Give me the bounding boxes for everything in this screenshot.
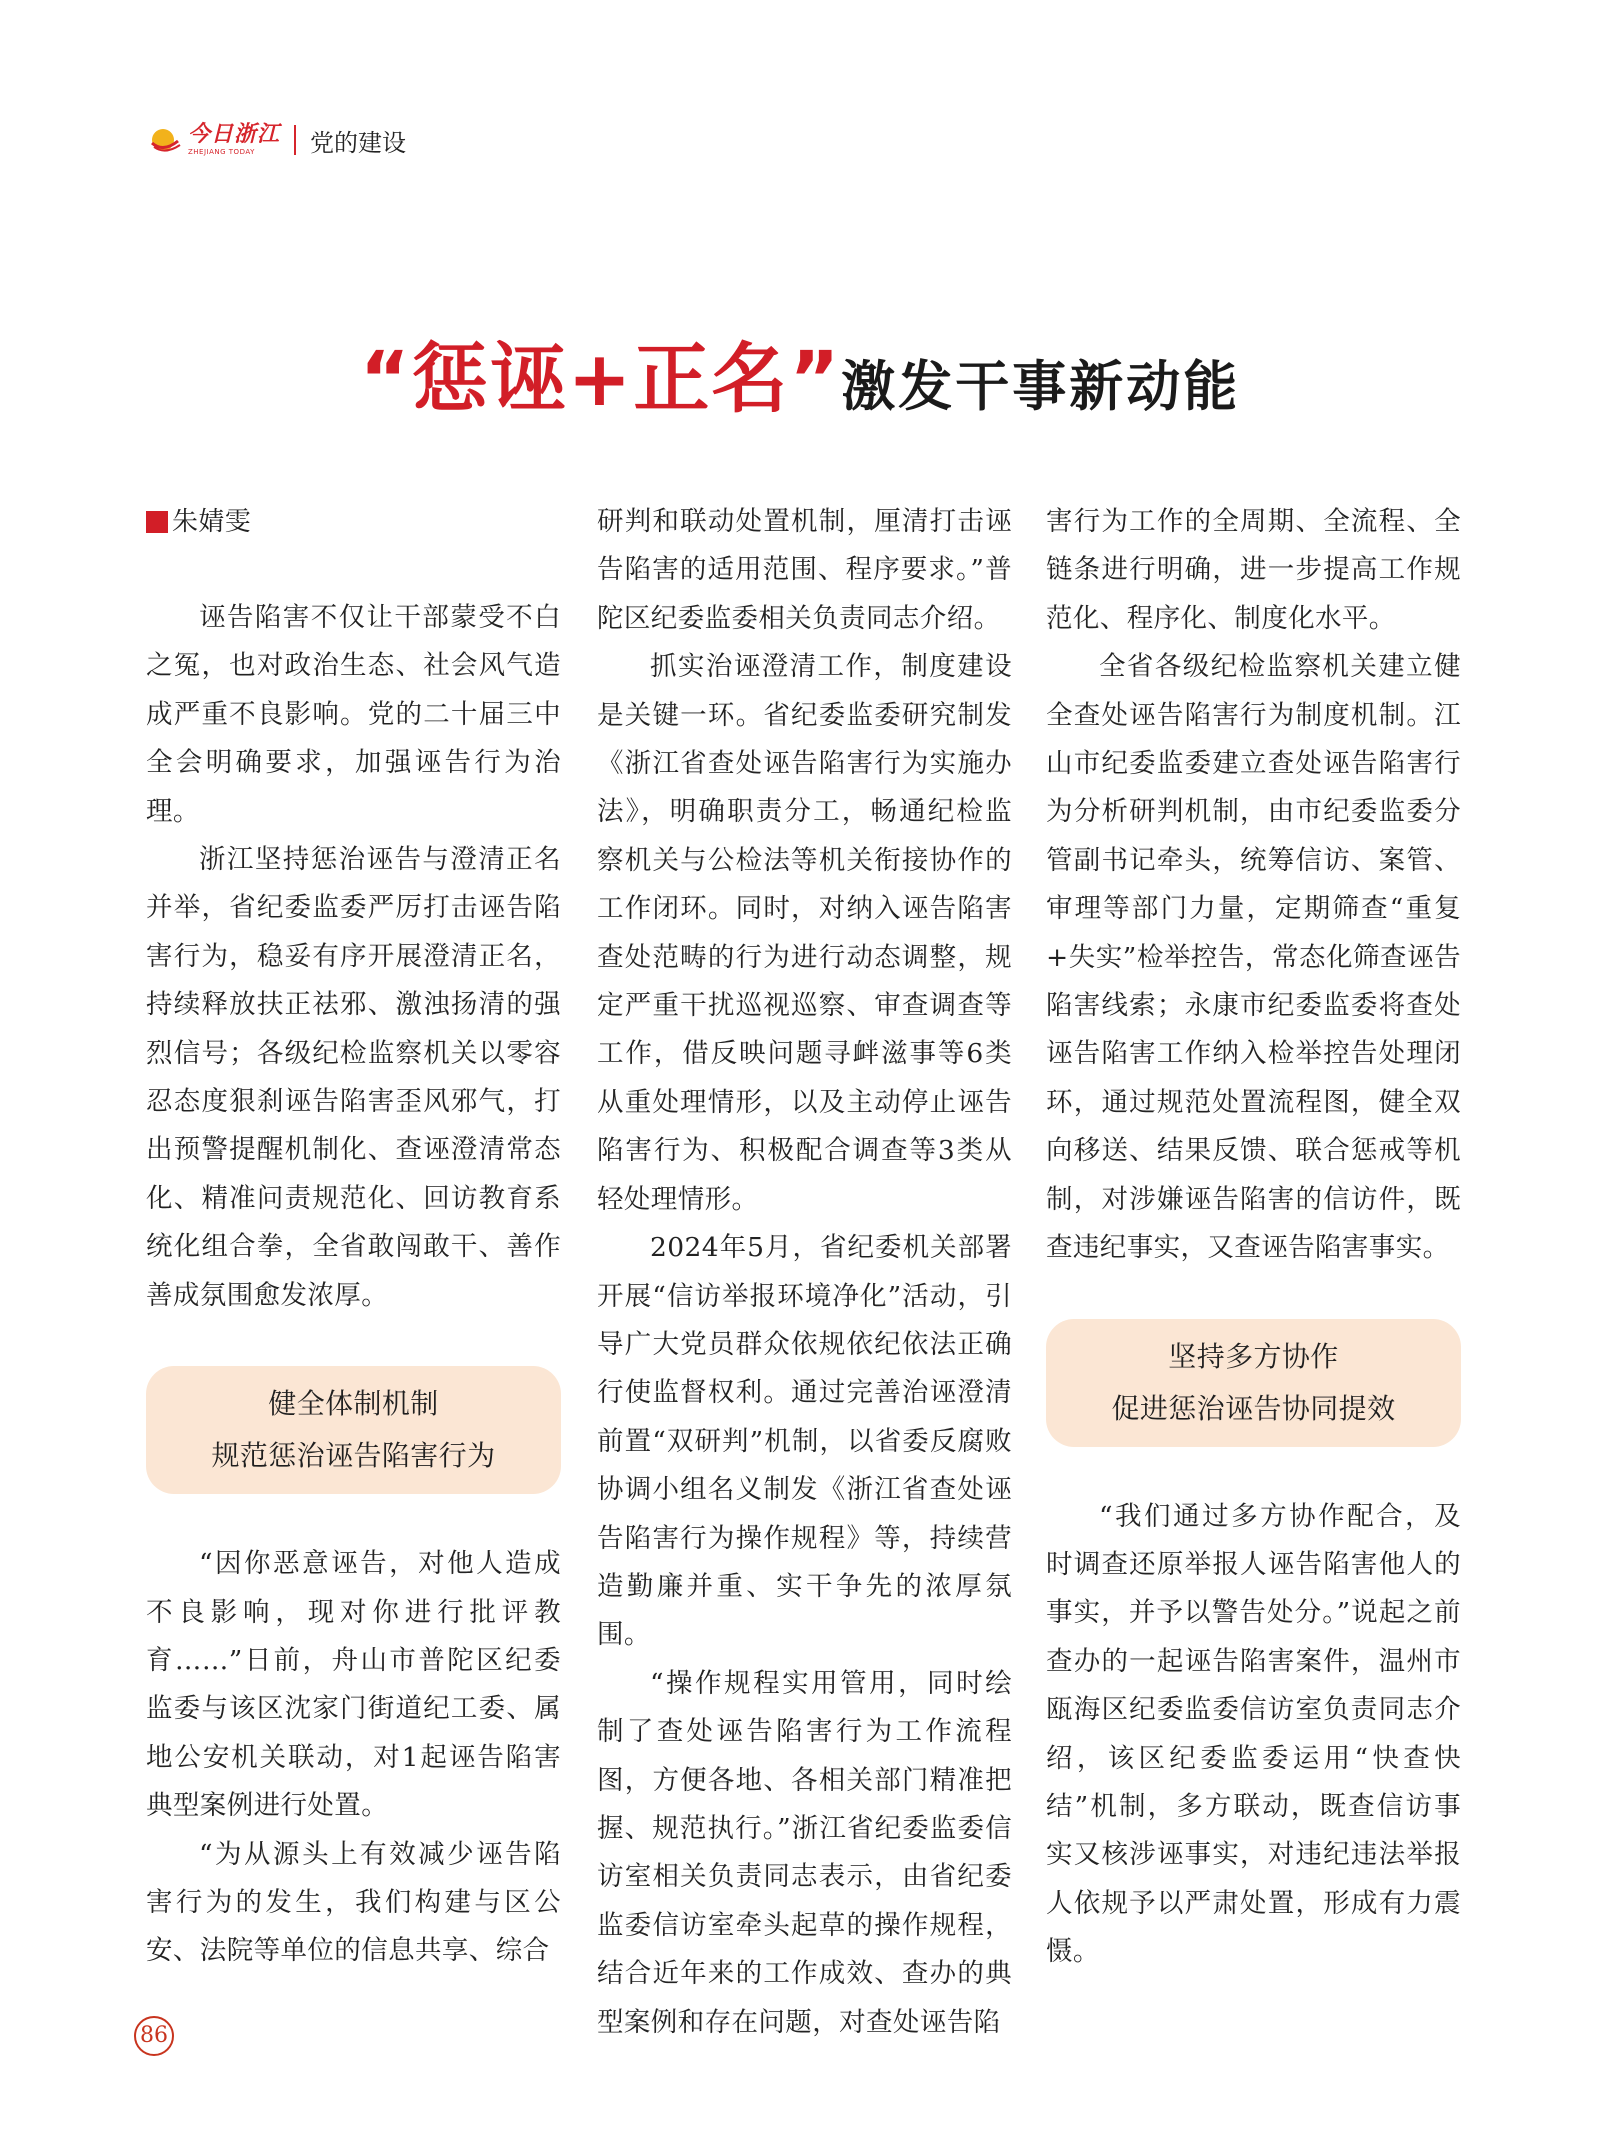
sun-logo-icon xyxy=(148,125,182,155)
page-header xyxy=(148,118,406,162)
paragraph: 2024年5月，省纪委机关部署开展“信访举报环境净化”活动，引导广大党员群众依规依纪依法正确行使监督权利。通过完善治诬澄清前置“双研判”机制，以省委反腐败协调小组名义制发《浙江省查处诬告陷害行为操作规程》等，持续营造勤廉并重、实干争先的浓厚氛围。 xyxy=(597,1232,1012,1651)
header-divider xyxy=(294,125,296,155)
subheading-box xyxy=(1046,1319,1461,1447)
title-rest: 激发干事新动能 xyxy=(841,355,1241,418)
paragraph: “我们通过多方协作配合，及时调查还原举报人诬告陷害他人的事实，并予以警告处分。”说起之前查办的一起诬告陷害案件，温州市瓯海区纪委监委信访室负责同志介绍，该区纪委监委运用“快查快结”机制，多方联动，既查信访事实又核涉诬事实，对违纪违法举报人依规予以严肃处置，形成有力震慑。 xyxy=(1046,1500,1461,1968)
paragraph: “为从源头上有效减少诬告陷害行为的发生，我们构建与区公安、法院等单位的信息共享、综合 xyxy=(146,1838,561,1967)
article-title xyxy=(0,318,1600,427)
paragraph: 抓实治诬澄清工作，制度建设是关键一环。省纪委监委研究制发《浙江省查处诬告陷害行为实施办法》，明确职责分工，畅通纪检监察机关与公检法等机关衔接协作的工作闭环。同时，对纳入诬告陷害查处范畴的行为进行动态调整，规定严重干扰巡视巡察、审查调查等工作，借反映问题寻衅滋事等6类从重处理情形，以及主动停止诬告陷害行为、积极配合调查等3类从轻处理情形。 xyxy=(597,651,1012,1215)
logo xyxy=(148,124,280,156)
paragraph: “因你恶意诬告，对他人造成不良影响，现对你进行批评教育……”日前，舟山市普陀区纪委监委与该区沈家门街道纪工委、属地公安机关联动，对1起诬告陷害典型案例进行处置。 xyxy=(146,1548,561,1822)
subheading-box xyxy=(146,1366,561,1494)
column-3 xyxy=(1046,498,1461,1977)
subheading-line: 坚持多方协作 xyxy=(1168,1339,1339,1373)
subheading-line: 促进惩治诬告协同提效 xyxy=(1111,1391,1396,1425)
author-name: 朱婧雯 xyxy=(172,507,252,537)
paragraph-continued: 研判和联动处置机制，厘清打击诬告陷害的适用范围、程序要求。”普陀区纪委监委相关负责同志介绍。 xyxy=(597,506,1012,634)
subheading-line: 健全体制机制 xyxy=(268,1387,439,1421)
subheading-line: 规范惩治诬告陷害行为 xyxy=(211,1439,496,1473)
section-name: 党的建设 xyxy=(310,128,407,157)
paragraph: 全省各级纪检监察机关建立健全查处诬告陷害行为制度机制。江山市纪委监委建立查处诬告陷害行为分析研判机制，由市纪委监委分管副书记牵头，统筹信访、案管、审理等部门力量，定期筛查“重复+失实”检举控告，常态化筛查诬告陷害线索；永康市纪委监委将查处诬告陷害工作纳入检举控告处理闭环，通过规范处置流程图，健全双向移送、结果反馈、联合惩戒等机制，对涉嫌诬告陷害的信访件，既查违纪事实，又查诬告陷害事实。 xyxy=(1046,651,1461,1264)
red-square-icon xyxy=(146,511,168,533)
paragraph-continued: 害行为工作的全周期、全流程、全链条进行明确，进一步提高工作规范化、程序化、制度化水平。 xyxy=(1046,506,1461,634)
logo-text-en: ZHEJIANG TODAY xyxy=(188,148,255,156)
byline xyxy=(146,498,561,546)
logo-text-cn: 今日浙江 xyxy=(188,122,281,147)
title-highlight: “惩诬+正名” xyxy=(359,334,842,423)
paragraph: “操作规程实用管用，同时绘制了查处诬告陷害行为工作流程图，方便各地、各相关部门精准把握、规范执行。”浙江省纪委监委信访室相关负责同志表示，由省纪委监委信访室牵头起草的操作规程，结合近年来的工作成效、查办的典型案例和存在问题，对查处诬告陷 xyxy=(597,1667,1012,2038)
paragraph: 浙江坚持惩治诬告与澄清正名并举，省纪委监委严厉打击诬告陷害行为，稳妥有序开展澄清正名，持续释放扶正祛邪、激浊扬清的强烈信号；各级纪检监察机关以零容忍态度狠刹诬告陷害歪风邪气，打出预警提醒机制化、查诬澄清常态化、精准问责规范化、回访教育系统化组合拳，全省敢闯敢干、善作善成氛围愈发浓厚。 xyxy=(146,844,561,1311)
column-2 xyxy=(597,498,1012,2047)
column-1 xyxy=(146,498,561,1976)
page-number: 86 xyxy=(134,2016,174,2056)
paragraph: 诬告陷害不仅让干部蒙受不白之冤，也对政治生态、社会风气造成严重不良影响。党的二十届三中全会明确要求，加强诬告行为治理。 xyxy=(146,602,561,827)
